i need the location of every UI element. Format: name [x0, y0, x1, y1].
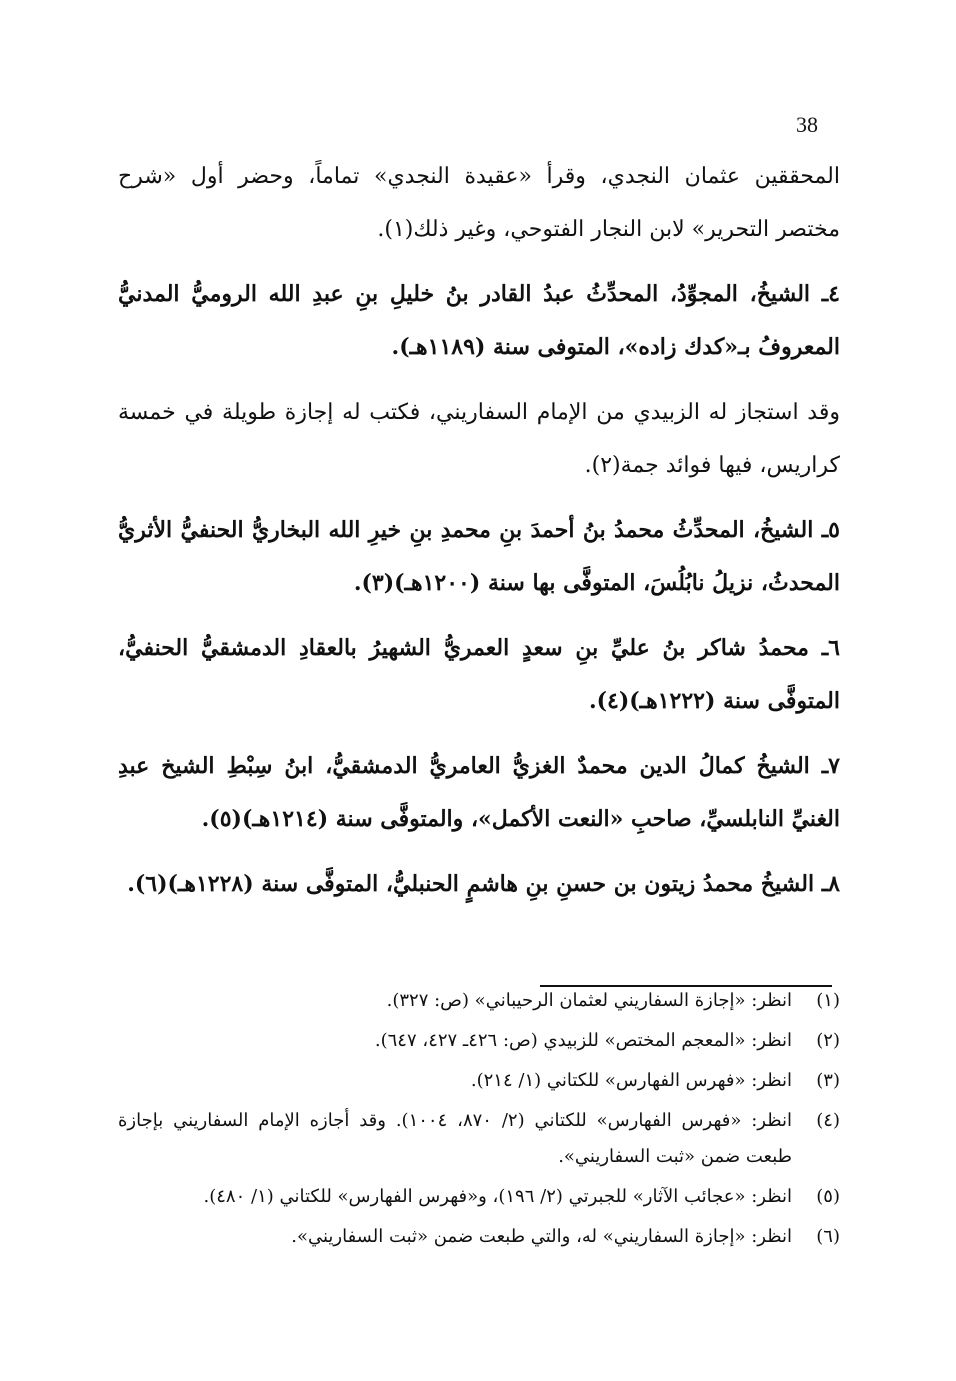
footnote: [118, 1063, 840, 1099]
main-text: [118, 150, 840, 923]
footnote-text: انظر: «إجازة السفاريني» له، والتي طبعت ضمن «ثبت السفاريني».: [291, 1226, 792, 1247]
paragraph-text: المحققين عثمان النجدي، وقرأ «عقيدة النجدي» تماماً، وحضر أول «شرح مختصر التحرير» لابن النجار الفتوحي، وغير ذلك(١).: [118, 164, 840, 242]
footnote-number: (٥): [816, 1186, 840, 1207]
paragraph: [118, 268, 840, 374]
paragraph: [118, 150, 840, 256]
paragraph-bold-text: ٥ـ الشيخُ، المحدِّثُ محمدُ بنُ أحمدَ بنِ محمدِ بنِ خيرِ الله البخاريُّ الحنفيُّ الأثريُّ المحدثُ، نزيلُ نابُلُسَ، المتوفَّى بها سنة (١٢٠٠هـ)(٣).: [118, 517, 840, 596]
paragraph: [118, 504, 840, 610]
footnote-text: انظر: «فهرس الفهارس» للكتاني (١/ ٢١٤).: [470, 1070, 792, 1091]
footnote-text: انظر: «فهرس الفهارس» للكتاني (٢/ ٨٧٠، ١٠٠٤). وقد أجازه الإمام السفاريني بإجازة طبعت ضمن «ثبت السفاريني».: [118, 1110, 793, 1167]
footnote-text: انظر: «عجائب الآثار» للجبرتي (٢/ ١٩٦)، و«فهرس الفهارس» للكتاني (١/ ٤٨٠).: [203, 1186, 792, 1207]
footnote-text: انظر: «إجازة السفاريني لعثمان الرحيباني» (ص: ٣٢٧).: [386, 990, 792, 1011]
footnote: [118, 983, 840, 1019]
paragraph: [118, 858, 840, 911]
page-number: 38: [796, 112, 818, 137]
footnote-text: انظر: «المعجم المختص» للزبيدي (ص: ٤٢٦ـ ٤٢٧، ٦٤٧).: [374, 1030, 792, 1051]
footnote: [118, 1103, 840, 1175]
paragraph-bold-text: ٦ـ محمدُ شاكر بنُ عليِّ بنِ سعدٍ العمريُّ الشهيرُ بالعقادِ الدمشقيُّ الحنفيُّ، المتوفَّى سنة (١٢٢٢هـ)(٤).: [118, 635, 840, 714]
footnote-number: (٦): [816, 1226, 840, 1247]
footnote-number: (١): [816, 990, 840, 1011]
paragraph: [118, 740, 840, 846]
paragraph-bold-text: ٧ـ الشيخُ كمالُ الدين محمدٌ الغزيُّ العامريُّ الدمشقيُّ، ابنُ سِبْطِ الشيخ عبدِ الغنيِّ النابلسيِّ، صاحبِ «النعت الأكمل»، والمتوفَّى سنة (١٢١٤هـ)(٥).: [118, 753, 840, 832]
footnote-number: (٢): [816, 1030, 840, 1051]
footnote: [118, 1179, 840, 1215]
footnotes: [118, 983, 840, 1259]
footnote: [118, 1023, 840, 1059]
footnote-number: (٣): [816, 1070, 840, 1091]
paragraph-text: وقد استجاز له الزبيدي من الإمام السفاريني، فكتب له إجازة طويلة في خمسة كراريس، فيها فوائد جمة(٢).: [118, 400, 840, 478]
paragraph: [118, 622, 840, 728]
footnote: [118, 1219, 840, 1255]
paragraph-bold-text: ٤ـ الشيخُ، المجوِّدُ، المحدِّثُ عبدُ القادر بنُ خليلِ بنِ عبدِ الله الروميُّ المدنيُّ المعروفُ بـ«كدك زاده»، المتوفى سنة (١١٨٩هـ).: [118, 281, 840, 360]
footnote-number: (٤): [816, 1110, 840, 1131]
paragraph-bold-text: ٨ـ الشيخُ محمدُ زيتون بن حسنِ بنِ هاشمٍ الحنبليُّ، المتوفَّى سنة (١٢٢٨هـ)(٦).: [127, 871, 840, 897]
paragraph: [118, 386, 840, 492]
